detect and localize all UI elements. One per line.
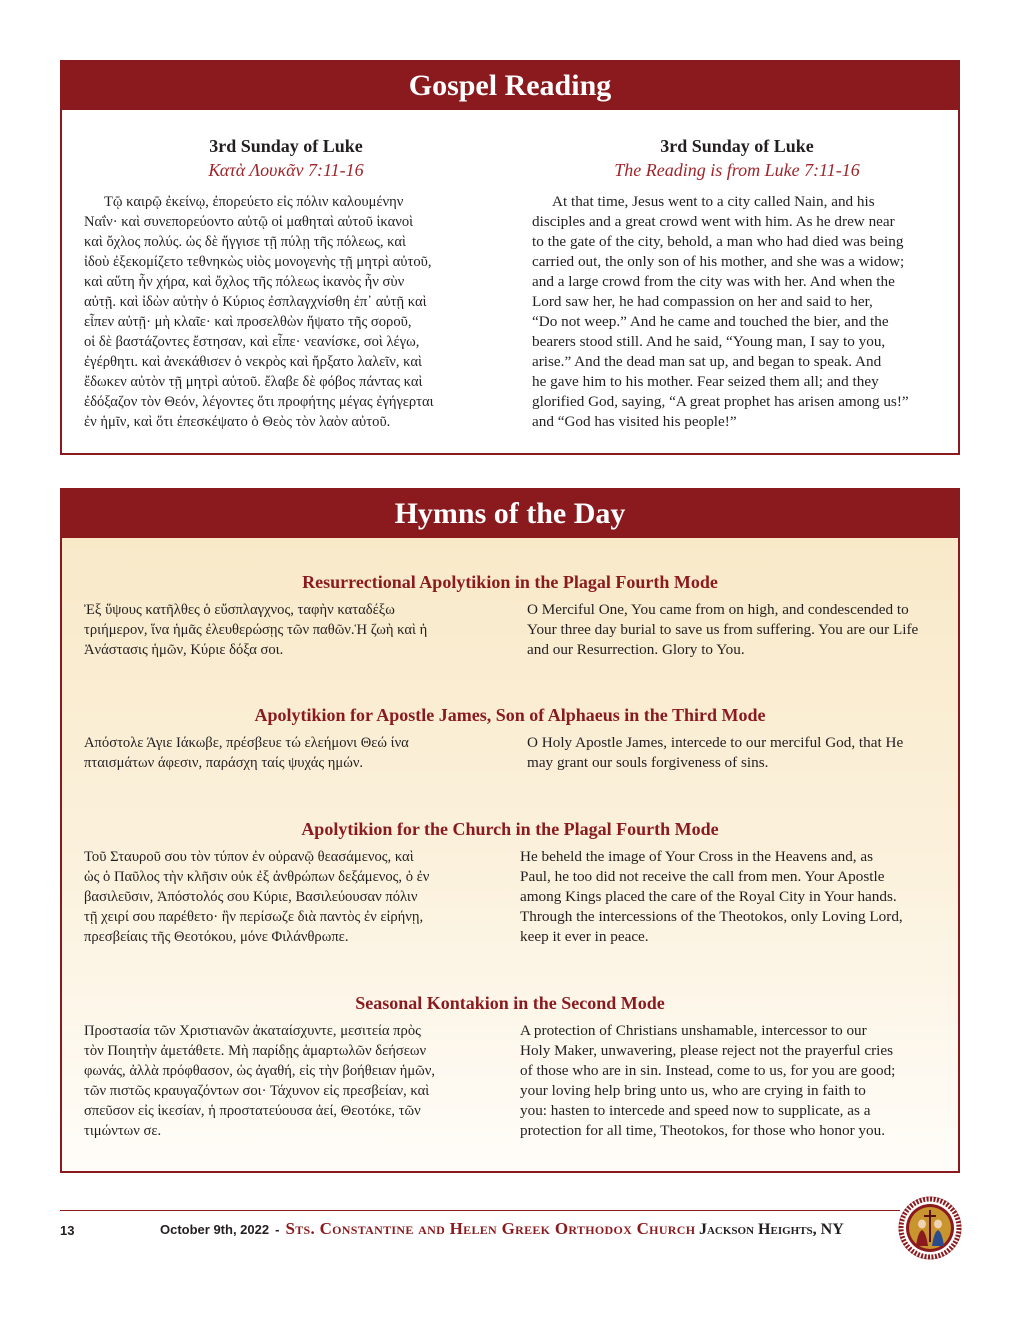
reading-line: οἱ δὲ βαστάζοντες ἔστησαν, καὶ εἶπε· νεανίσκε, σοὶ λέγω, (84, 334, 420, 350)
english-reading-heading: 3rd Sunday of Luke (660, 136, 814, 156)
footer-church-name: Sts. Constantine and Helen Greek Orthodox Church (285, 1219, 696, 1238)
hymn-line: among Kings placed the care of the Royal City in Your hands. (520, 888, 897, 905)
reading-line: and a large crowd from the city was with her. And when the (532, 273, 895, 290)
reading-line: to the gate of the city, behold, a man who had died was being (532, 233, 904, 250)
footer-date: October 9th, 2022 (160, 1222, 270, 1237)
hymn-line: Paul, he too did not receive the call from men. Your Apostle (520, 868, 885, 885)
church-seal-icon (898, 1196, 962, 1260)
hymn-title: Apolytikion for Apostle James, Son of Alphaeus in the Third Mode (254, 705, 766, 725)
reading-line: “Do not weep.” And he came and touched the bier, and the (532, 313, 889, 330)
reading-line: ἐν ἡμῖν, καὶ ὅτι ἐπεσκέψατο ὁ Θεὸς τὸν λαὸν αὐτοῦ. (84, 414, 391, 430)
english-reading-column (532, 134, 942, 432)
hymn-line: Holy Maker, unwavering, please reject not the prayerful cries (520, 1042, 894, 1059)
hymn-line: keep it ever in peace. (520, 928, 649, 945)
hymn-line: protection for all time, Theotokos, for those who honor you. (520, 1122, 885, 1139)
hymn-line: of those who are in sin. Instead, come to us, for you are good; (520, 1062, 896, 1079)
hymn-title: Resurrectional Apolytikion in the Plagal Fourth Mode (302, 572, 718, 592)
hymn-line: τιμώντων σε. (84, 1123, 162, 1139)
reading-line: carried out, the only son of his mother, and she was a widow; (532, 253, 905, 270)
footer-separator: - (275, 1222, 280, 1237)
footer-text (160, 1219, 844, 1239)
reading-line: ἰδοὺ ἐξεκομίζετο τεθνηκὼς υἱὸς μονογενὴς τῇ μητρὶ αὐτοῦ, (84, 254, 432, 270)
hymn-line: πταισμάτων άφεσιν, παράσχη ταίς ψυχάς ημών. (84, 755, 364, 771)
hymn-english-text (527, 600, 957, 660)
hymn-line: you: hasten to intercede and speed now to supplicate, as a (520, 1102, 871, 1119)
hymn-line: πρεσβείαις τῆς Θεοτόκου, μόνε Φιλάνθρωπε. (84, 929, 349, 945)
reading-line: disciples and a great crowd went with him. As he drew near (532, 213, 895, 230)
reading-line: ἔδωκεν αὐτὸν τῇ μητρὶ αὐτοῦ. ἔλαβε δὲ φόβος πάντας καὶ (84, 374, 423, 390)
reading-line: ἐδόξαζον τὸν Θεόν, λέγοντες ὅτι προφήτης μέγας ἐγήγερται (84, 394, 434, 410)
reading-line: and “God has visited his people!” (532, 413, 737, 430)
reading-line: he gave him to his mother. Fear seized them all; and they (532, 373, 879, 390)
hymn-line: τριήμερον, ἵνα ἡμᾶς ἐλευθερώσῃς τῶν παθῶν.Ἡ ζωὴ καὶ ἡ (84, 622, 428, 638)
english-reading-text (532, 192, 942, 432)
hymn-title: Seasonal Kontakion in the Second Mode (355, 993, 665, 1013)
reading-line: At that time, Jesus went to a city called Nain, and his (552, 193, 875, 210)
reading-line: glorified God, saying, “A great prophet has arisen among us!” (532, 393, 909, 410)
hymn-line: Ἐξ ὕψους κατῆλθες ὁ εὔσπλαγχνος, ταφὴν καταδέξω (84, 602, 395, 618)
english-reading-reference: The Reading is from Luke 7:11-16 (614, 160, 860, 180)
footer-rule (60, 1210, 900, 1211)
reading-line: arise.” And the dead man sat up, and began to speak. And (532, 353, 882, 370)
page-number: 13 (60, 1223, 75, 1238)
hymn-greek-text (84, 847, 504, 947)
hymn-line: Προστασία τῶν Χριστιανῶν ἀκαταίσχυντε, μεσιτεία πρὸς (84, 1023, 421, 1039)
hymn-line: Through the intercessions of the Theotokos, only Loving Lord, (520, 908, 903, 925)
hymn-greek-text (84, 600, 504, 660)
greek-reading-reference: Κατὰ Λουκᾶν 7:11-16 (208, 160, 364, 180)
hymn-line: ὡς ὁ Παῦλος τὴν κλῆσιν οὐκ ἐξ ἀνθρώπων δεξάμενος, ὁ ἐν (84, 869, 430, 885)
hymn-greek-text (84, 1021, 504, 1141)
hymn-line: Τοῦ Σταυροῦ σου τὸν τύπον ἐν οὐρανῷ θεασάμενος, καὶ (84, 849, 414, 865)
hymn-title: Apolytikion for the Church in the Plagal Fourth Mode (301, 819, 719, 839)
hymn-line: may grant our souls forgiveness of sins. (527, 754, 769, 771)
hymn-line: φωνάς, ἀλλὰ πρόφθασον, ὡς ἀγαθή, εἰς τὴν βοήθειαν ἡμῶν, (84, 1063, 436, 1079)
hymn-line: σπεῦσον εἰς ἱκεσίαν, ἡ προστατεύουσα ἀεί, Θεοτόκε, τῶν (84, 1103, 421, 1119)
greek-reading-heading: 3rd Sunday of Luke (209, 136, 363, 156)
reading-line: bearers stood still. And he said, “Young man, I say to you, (532, 333, 886, 350)
reading-line: εἶπεν αὐτῇ· μὴ κλαῖε· καὶ προσελθὼν ἥψατο τῆς σοροῦ, (84, 314, 412, 330)
hymn-english-text (527, 733, 957, 773)
hymn-line: A protection of Christians unshamable, intercessor to our (520, 1022, 867, 1039)
hymn-line: and our Resurrection. Glory to You. (527, 641, 745, 658)
hymn-line: He beheld the image of Your Cross in the Heavens and, as (520, 848, 874, 865)
hymns-of-the-day-title: Hymns of the Day (62, 490, 958, 538)
hymn-line: τῇ χειρί σου παρέθετο· ἣν περίσωζε διὰ παντὸς ἐν εἰρήνῃ, (84, 909, 424, 925)
hymn-line: Ἀνάστασις ἡμῶν, Κύριε δόξα σοι. (84, 642, 284, 658)
hymn-line: your loving help bring unto us, who are crying in faith to (520, 1082, 866, 1099)
hymn-line: τὸν Ποιητὴν ἀμετάθετε. Μὴ παρίδῃς ἁμαρτωλῶν δεήσεων (84, 1043, 427, 1059)
greek-reading-text (84, 192, 488, 432)
reading-line: Ναΐν· καὶ συνεπορεύοντο αὐτῷ οἱ μαθηταὶ αὐτοῦ ἱκανοὶ (84, 214, 414, 230)
hymn-line: βασιλεῦσιν, Ἀπόστολός σου Κύριε, Βασιλεύουσαν πόλιν (84, 889, 418, 905)
gospel-reading-section (60, 60, 960, 455)
hymn-greek-text (84, 733, 504, 773)
reading-line: Τῷ καιρῷ ἐκείνῳ, ἐπορεύετο εἰς πόλιν καλουμένην (104, 194, 404, 210)
hymn-line: τῶν πιστῶς κραυγαζόντων σοι· Τάχυνον εἰς πρεσβείαν, καὶ (84, 1083, 430, 1099)
reading-line: ἐγέρθητι. καὶ ἀνεκάθισεν ὁ νεκρὸς καὶ ἤρξατο λαλεῖν, καὶ (84, 354, 422, 370)
hymn-line: Your three day burial to save us from suffering. You are our Life (527, 621, 919, 638)
hymn-english-text (520, 1021, 950, 1141)
hymns-of-the-day-section (60, 488, 960, 1173)
footer-location: Jackson Heights, NY (698, 1221, 844, 1238)
greek-reading-column (84, 134, 488, 432)
hymn-line: O Merciful One, You came from on high, and condescended to (527, 601, 909, 618)
reading-line: αὐτῇ. καὶ ἰδὼν αὐτὴν ὁ Κύριος ἐσπλαγχνίσθη ἐπ᾽ αὐτῇ καὶ (84, 294, 427, 310)
reading-line: καὶ αὕτη ἦν χήρα, καὶ ὄχλος τῆς πόλεως ἱκανὸς ἦν σὺν (84, 274, 405, 290)
reading-line: Lord saw her, he had compassion on her and said to her, (532, 293, 873, 310)
reading-line: καὶ ὄχλος πολύς. ὡς δὲ ἤγγισε τῇ πύλῃ τῆς πόλεως, καὶ (84, 234, 406, 250)
gospel-reading-title: Gospel Reading (62, 62, 958, 110)
hymn-line: O Holy Apostle James, intercede to our merciful God, that He (527, 734, 904, 751)
hymn-line: Απόστολε Άγιε Ιάκωβε, πρέσβευε τώ ελεήμονι Θεώ ίνα (84, 735, 409, 751)
hymn-english-text (520, 847, 950, 947)
